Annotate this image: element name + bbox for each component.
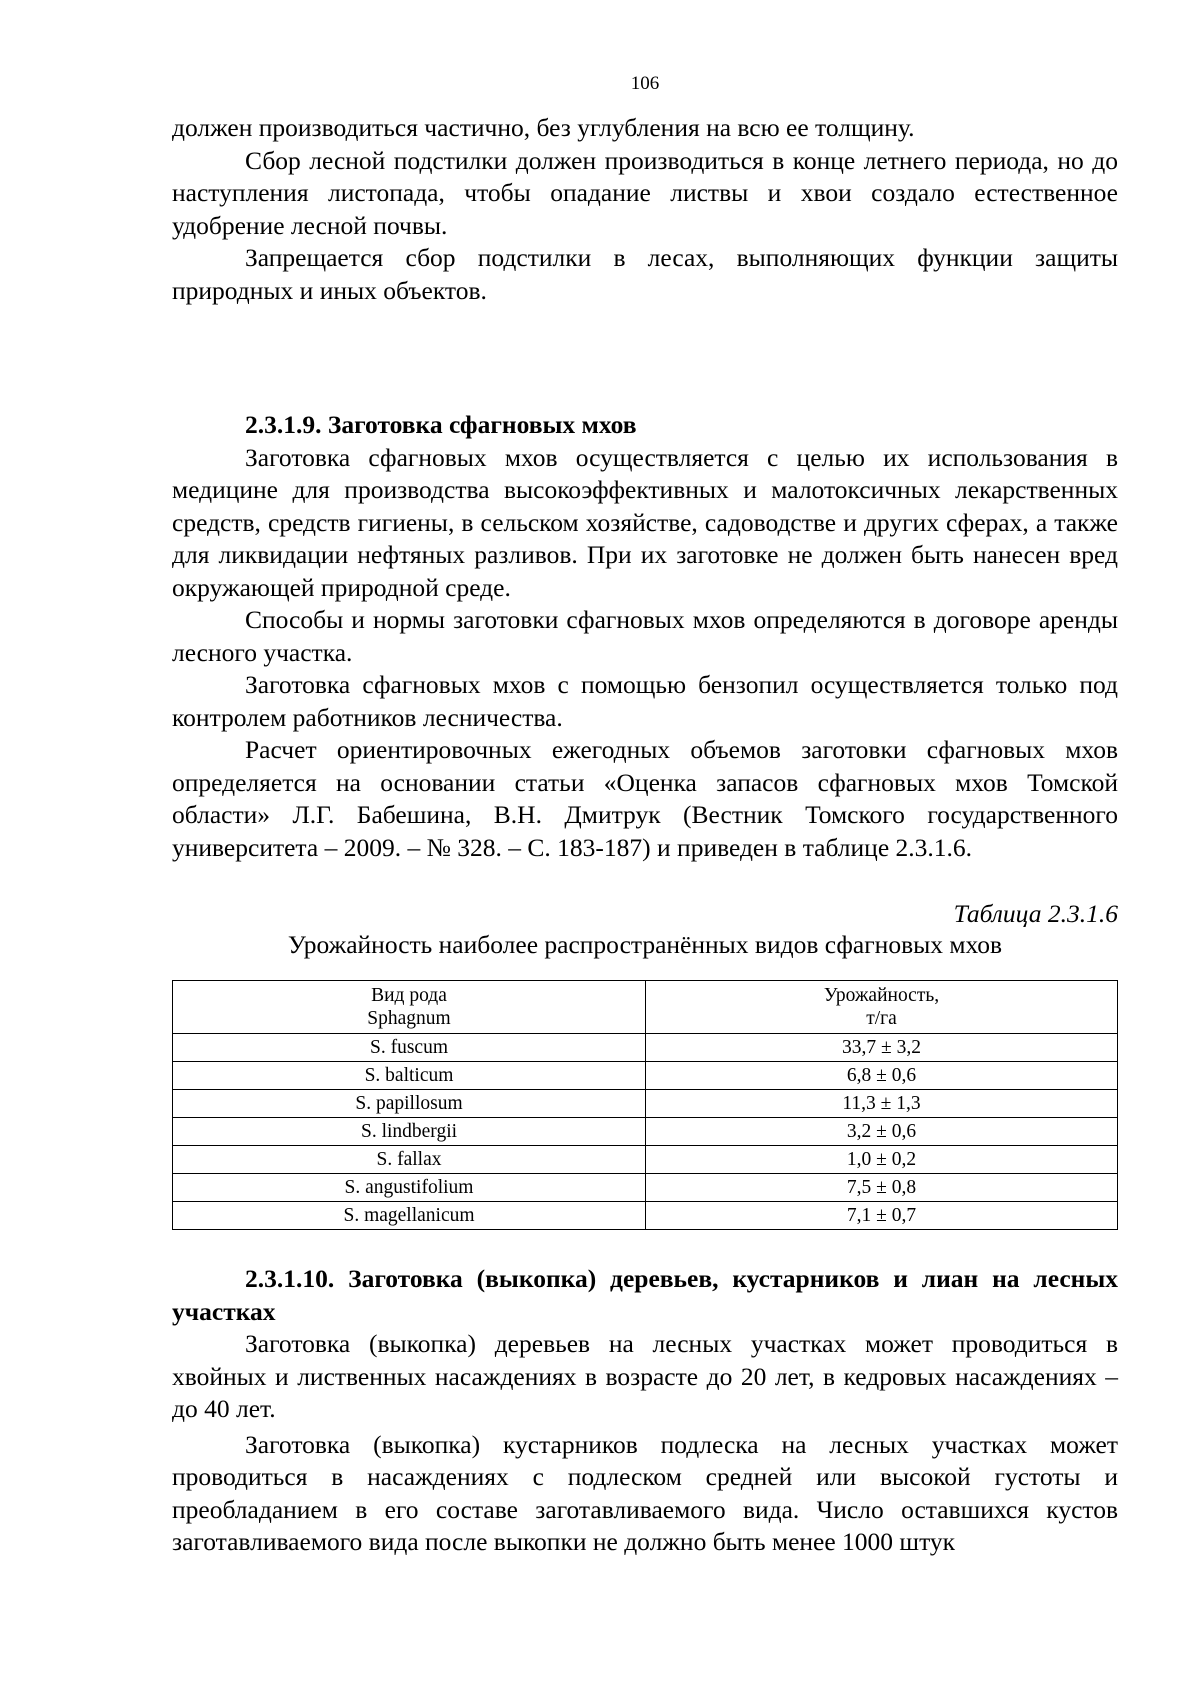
yield-cell: 33,7 ± 3,2 [646,1034,1118,1062]
section-2-3-1-9-paragraph-4: Расчет ориентировочных ежегодных объемов заготовки сфагновых мхов определяется на основании статьи «Оценка запасов сфагновых мхов Томской области» Л.Г. Бабешина, В.Н. Дмитрук (Вестник Томского государственного университета – 2009. – № 328. – С. 183-187) и приведен в таблице 2.3.1.6. [172,735,1118,862]
table-row [173,1090,1118,1118]
section-2-3-1-10 [172,1263,1118,1559]
intro-paragraph-2: Сбор лесной подстилки должен производиться в конце летнего периода, но до наступления листопада, чтобы опадание листвы и хвои создало естественное удобрение лесной почвы. [172,145,1118,240]
species-cell: S. papillosum [173,1090,646,1118]
yield-cell: 1,0 ± 0,2 [646,1146,1118,1174]
species-cell: S. magellanicum [173,1202,646,1230]
table-row [173,1118,1118,1146]
table-row [173,1034,1118,1062]
section-2-3-1-9-paragraph-3: Заготовка сфагновых мхов с помощью бензопил осуществляется только под контролем работников лесничества. [172,670,1118,732]
table-row [173,1146,1118,1174]
header-yield [646,981,1118,1034]
table-title: Урожайность наиболее распространённых видов сфагновых мхов [287,930,1003,959]
header-species-line-2: Sphagnum [367,1008,451,1029]
section-heading-2-3-1-9: 2.3.1.9. Заготовка сфагновых мхов [245,410,637,439]
yield-cell: 7,5 ± 0,8 [646,1174,1118,1202]
section-2-3-1-10-paragraph-1: Заготовка (выкопка) деревьев на лесных участках может проводиться в хвойных и лиственных насаждениях в возрасте до 20 лет, в кедровых насаждениях – до 40 лет. [172,1329,1118,1423]
yield-cell: 6,8 ± 0,6 [646,1062,1118,1090]
table-row [173,1202,1118,1230]
section-2-3-1-9-paragraph-1: Заготовка сфагновых мхов осуществляется с целью их использования в медицине для производства высокоэффективных и малотоксичных лекарственных средств, средств гигиены, в сельском хозяйстве, садоводстве и других сферах, а также для ликвидации нефтяных разливов. При их заготовке не должен быть нанесен вред окружающей природной среде. [172,442,1118,602]
intro-block [172,112,1118,307]
section-2-3-1-10-paragraph-2: Заготовка (выкопка) кустарников подлеска на лесных участках может проводиться в насаждениях с подлеском средней или высокой густоты и преобладанием в его составе заготавливаемого вида. Число оставшихся кустов заготавливаемого вида после выкопки не должно быть менее 1000 штук [172,1429,1118,1556]
species-cell: S. lindbergii [173,1118,646,1146]
species-cell: S. fallax [173,1146,646,1174]
section-2-3-1-9-paragraph-2: Способы и нормы заготовки сфагновых мхов определяются в договоре аренды лесного участка. [172,605,1118,667]
yield-cell: 11,3 ± 1,3 [646,1090,1118,1118]
header-species [173,981,646,1034]
header-species-line-1: Вид рода [371,985,447,1006]
page-number: 106 [630,73,660,94]
table-row [173,1062,1118,1090]
species-cell: S. balticum [173,1062,646,1090]
table-row [173,1174,1118,1202]
yield-table [172,980,1118,1230]
intro-paragraph-3: Запрещается сбор подстилки в лесах, выполняющих функции защиты природных и иных объектов. [172,243,1118,305]
header-yield-line-1: Урожайность, [823,985,940,1006]
section-2-3-1-9 [172,409,1118,864]
header-yield-line-2: т/га [866,1008,897,1029]
intro-paragraph-1: должен производиться частично, без углубления на всю ее толщину. [172,113,915,142]
species-cell: S. angustifolium [173,1174,646,1202]
table-header-row [173,981,1118,1034]
yield-cell: 3,2 ± 0,6 [646,1118,1118,1146]
yield-cell: 7,1 ± 0,7 [646,1202,1118,1230]
section-heading-2-3-1-10: 2.3.1.10. Заготовка (выкопка) деревьев, кустарников и лиан на лесных участках [172,1264,1118,1326]
table-label: Таблица 2.3.1.6 [953,899,1118,928]
species-cell: S. fuscum [173,1034,646,1062]
